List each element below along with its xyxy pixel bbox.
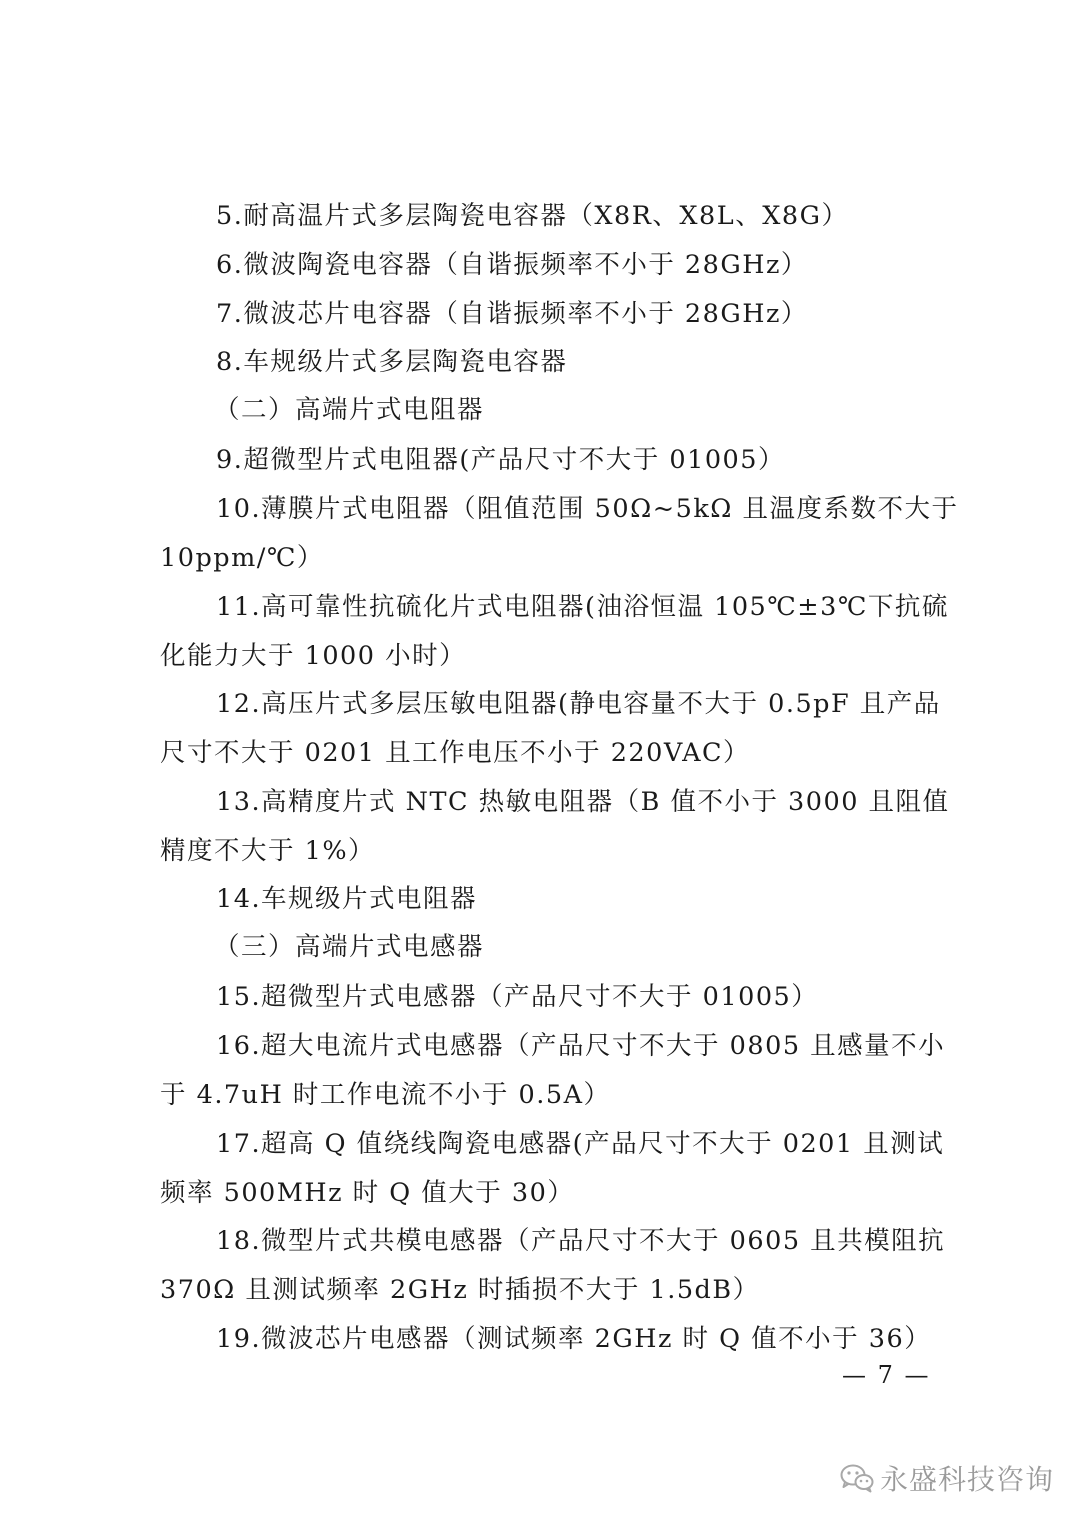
watermark-text: 永盛科技咨询 — [880, 1463, 1055, 1496]
item-18-line-1: 18.微型片式共模电感器（产品尺寸不大于 0605 且共模阻抗 — [216, 1226, 946, 1256]
item-16-line-2: 于 4.7uH 时工作电流不小于 0.5A） — [160, 1080, 611, 1110]
item-13-line-2: 精度不大于 1%） — [160, 836, 376, 866]
item-10-line-1: 10.薄膜片式电阻器（阻值范围 50Ω~5kΩ 且温度系数不大于 — [216, 494, 959, 524]
item-17-line-2: 频率 500MHz 时 Q 值大于 30） — [160, 1178, 575, 1208]
item-9: 9.超微型片式电阻器(产品尺寸不大于 01005） — [216, 445, 786, 475]
item-15: 15.超微型片式电感器（产品尺寸不大于 01005） — [216, 982, 819, 1012]
item-12-line-1: 12.高压片式多层压敏电阻器(静电容量不大于 0.5pF 且产品 — [216, 689, 941, 719]
item-12-line-2: 尺寸不大于 0201 且工作电压不小于 220VAC） — [160, 738, 750, 768]
item-5: 5.耐高温片式多层陶瓷电容器（X8R、X8L、X8G） — [216, 201, 849, 231]
item-11-line-2: 化能力大于 1000 小时） — [160, 641, 467, 671]
item-10-line-2: 10ppm/℃） — [160, 543, 324, 573]
item-16-line-1: 16.超大电流片式电感器（产品尺寸不大于 0805 且感量不小 — [216, 1031, 946, 1061]
item-7: 7.微波芯片电容器（自谐振频率不小于 28GHz） — [216, 299, 808, 329]
section-heading-3: （三）高端片式电感器 — [214, 932, 485, 962]
watermark — [840, 1458, 1054, 1498]
item-17-line-1: 17.超高 Q 值绕线陶瓷电感器(产品尺寸不大于 0201 且测试 — [216, 1129, 945, 1159]
item-14: 14.车规级片式电阻器 — [216, 884, 478, 914]
page-number: — 7 — — [842, 1361, 931, 1389]
item-13-line-1: 13.高精度片式 NTC 热敏电阻器（B 值不小于 3000 且阻值 — [216, 787, 950, 817]
item-11-line-1: 11.高可靠性抗硫化片式电阻器(油浴恒温 105℃±3℃下抗硫 — [216, 592, 949, 622]
item-19: 19.微波芯片电感器（测试频率 2GHz 时 Q 值不小于 36） — [216, 1324, 932, 1354]
wechat-icon — [840, 1463, 874, 1493]
item-8: 8.车规级片式多层陶瓷电容器 — [216, 347, 568, 377]
item-6: 6.微波陶瓷电容器（自谐振频率不小于 28GHz） — [216, 250, 808, 280]
section-heading-2: （二）高端片式电阻器 — [214, 395, 485, 425]
item-18-line-2: 370Ω 且测试频率 2GHz 时插损不大于 1.5dB） — [160, 1275, 760, 1305]
